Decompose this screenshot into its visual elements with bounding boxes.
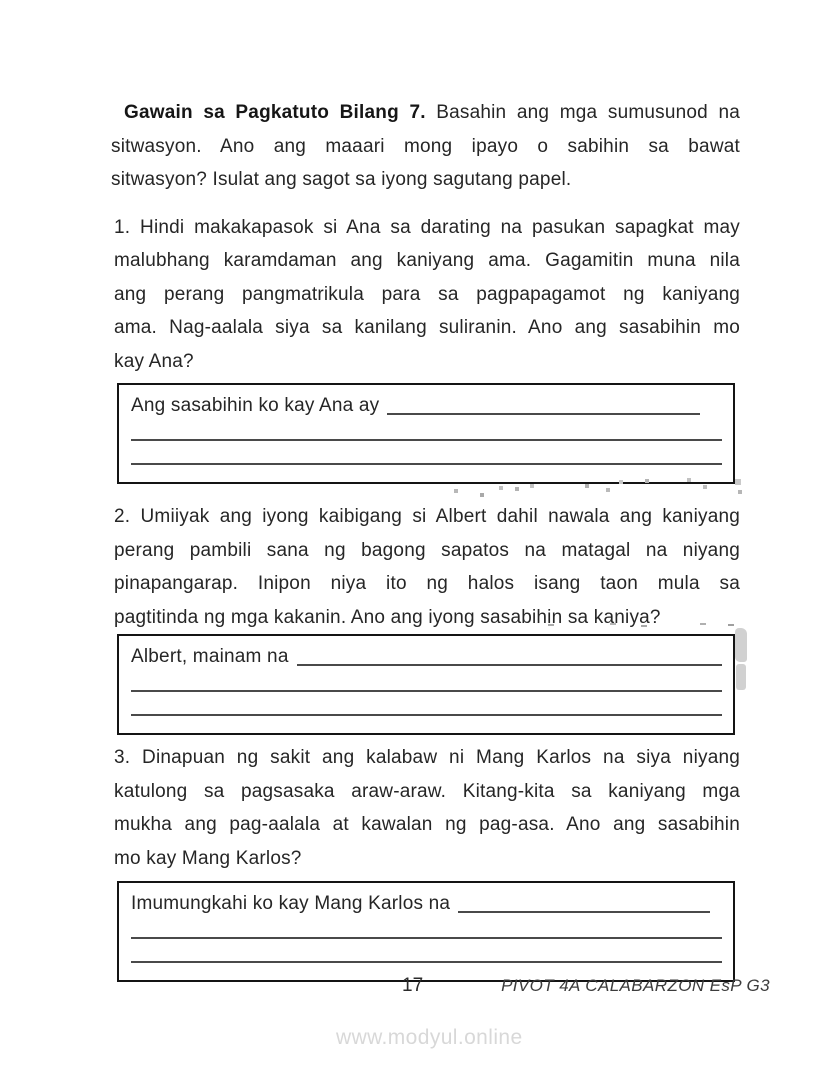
- paragraph-line: malubhang karamdaman ang kaniyang ama. Gagamitin muna nila: [114, 250, 740, 271]
- write-line: [131, 668, 722, 692]
- watermark: www.modyul.online: [336, 1026, 523, 1049]
- paragraph-line: katulong sa pagsasaka araw-araw. Kitang-kita sa kaniyang mga: [114, 780, 740, 802]
- answer-box-1-prompt-row: [131, 390, 722, 417]
- heading-line-1-rest: Basahin ang mga sumusunod na: [436, 102, 740, 123]
- situation-1: [111, 211, 740, 379]
- paragraph-line: perang pambili sana ng bagong sapatos na matagal na niyang: [114, 539, 740, 561]
- write-line: [131, 939, 722, 963]
- module-label: PIVOT 4A CALABARZON EsP G3: [501, 976, 770, 995]
- answer-box-2: [117, 634, 735, 735]
- paragraph-line: mo kay Mang Karlos?: [114, 847, 302, 869]
- answer-box-3-prompt-row: [131, 888, 722, 915]
- heading-line-3: sitwasyon? Isulat ang sagot sa iyong sagutang papel.: [111, 169, 572, 190]
- paragraph-line: kay Ana?: [114, 350, 194, 372]
- situation-3: [111, 741, 740, 875]
- activity-title: Gawain sa Pagkatuto Bilang 7.: [124, 102, 426, 123]
- write-line: [131, 692, 722, 716]
- paragraph-line: pagtitinda ng mga kakanin. Ano ang iyong sasabihin sa kaniya?: [114, 606, 661, 628]
- scan-artifact: [735, 628, 747, 662]
- write-line: [131, 915, 722, 939]
- write-line: [387, 413, 700, 415]
- write-line: [297, 664, 722, 666]
- write-line: [458, 911, 710, 913]
- paragraph-line: 3. Dinapuan ng sakit ang kalabaw ni Mang Karlos na siya niyang: [114, 747, 740, 768]
- scan-artifact: [735, 628, 748, 691]
- answer-box-3: [117, 881, 735, 982]
- paragraph-line: ama. Nag-aalala siya sa kanilang suliranin. Ano ang sasabihin mo: [114, 317, 740, 338]
- answer-box-2-prompt-row: [131, 641, 722, 668]
- heading-line-1: [111, 96, 740, 130]
- paragraph-line: ang perang pangmatrikula para sa pagpapagamot ng kaniyang: [114, 283, 740, 305]
- paragraph-line: 2. Umiiyak ang iyong kaibigang si Albert dahil nawala ang kaniyang: [114, 506, 740, 527]
- answer-box-1-blanks: [131, 417, 722, 465]
- write-line: [131, 417, 722, 441]
- page-content: [111, 0, 740, 982]
- answer-box-2-prompt: Albert, mainam na: [131, 646, 289, 667]
- scan-artifact: [0, 0, 6, 2]
- activity-heading: [111, 96, 740, 197]
- write-line: [131, 441, 722, 465]
- page-number: 17: [402, 975, 424, 996]
- heading-line-2: sitwasyon. Ano ang maaari mong ipayo o sabihin sa bawat: [111, 135, 740, 157]
- paragraph-line: pinapangarap. Inipon niya ito ng halos isang taon mula sa: [114, 573, 740, 594]
- scan-artifact: [736, 664, 746, 690]
- answer-box-3-blanks: [131, 915, 722, 963]
- answer-box-2-blanks: [131, 668, 722, 716]
- situation-2: [111, 500, 740, 634]
- paragraph-line: 1. Hindi makakapasok si Ana sa darating na pasukan sapagkat may: [114, 216, 740, 238]
- paragraph-line: mukha ang pag-aalala at kawalan ng pag-asa. Ano ang sasabihin: [114, 814, 740, 835]
- answer-box-1: [117, 383, 735, 484]
- answer-box-1-prompt: Ang sasabihin ko kay Ana ay: [131, 395, 380, 416]
- answer-box-3-prompt: Imumungkahi ko kay Mang Karlos na: [131, 893, 451, 914]
